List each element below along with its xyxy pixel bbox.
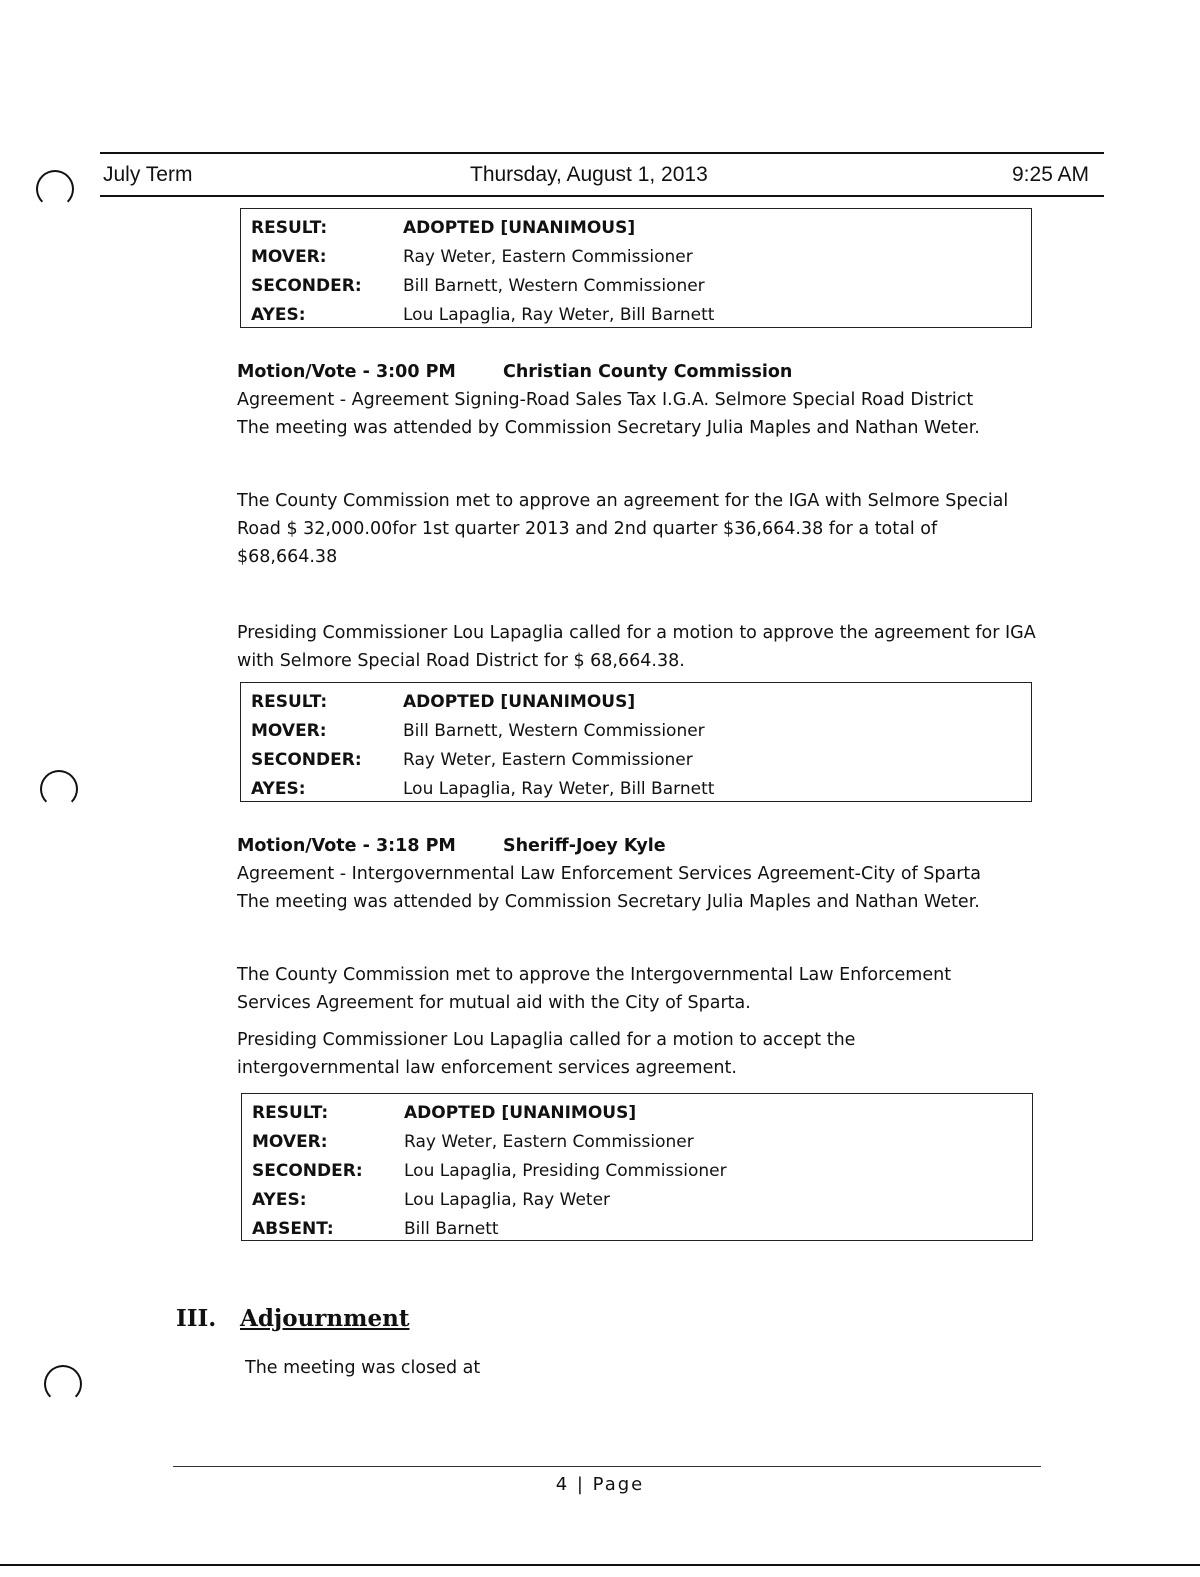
vote-label: AYES: [251, 304, 306, 325]
vote-value: ADOPTED [UNANIMOUS] [404, 1102, 637, 1123]
vote-label: RESULT: [251, 691, 328, 712]
binder-hole-top [36, 170, 74, 208]
adjournment-text: The meeting was closed at [245, 1358, 481, 1378]
vote-value: Bill Barnett, Western Commissioner [403, 275, 705, 296]
vote-value: Bill Barnett, Western Commissioner [403, 720, 705, 741]
motion-2-attended: The meeting was attended by Commission Secretary Julia Maples and Nathan Weter. [237, 892, 980, 912]
vote-value: ADOPTED [UNANIMOUS] [403, 217, 636, 238]
binder-hole-bottom [44, 1365, 82, 1403]
binder-hole-middle [40, 770, 78, 808]
vote-label: SECONDER: [252, 1160, 363, 1181]
motion-2-title: Sheriff-Joey Kyle [503, 836, 666, 856]
vote-row [252, 1185, 1022, 1214]
vote-value: Ray Weter, Eastern Commissioner [404, 1131, 694, 1152]
vote-value: Lou Lapaglia, Presiding Commissioner [404, 1160, 727, 1181]
vote-row [251, 300, 1021, 329]
vote-label: SECONDER: [251, 275, 362, 296]
motion-2-agreement: Agreement - Intergovernmental Law Enforcement Services Agreement-City of Sparta [237, 864, 981, 884]
vote-row [251, 687, 1021, 716]
motion-1-agreement: Agreement - Agreement Signing-Road Sales Tax I.G.A. Selmore Special Road District [237, 390, 974, 410]
vote-label: MOVER: [251, 720, 327, 741]
vote-label: SECONDER: [251, 749, 362, 770]
footer-rule [173, 1466, 1041, 1467]
vote-label: MOVER: [251, 246, 327, 267]
section-number: III. [176, 1305, 217, 1332]
vote-value: Ray Weter, Eastern Commissioner [403, 749, 693, 770]
motion-1-paragraph-1: The County Commission met to approve an agreement for the IGA with Selmore Special Road $ 32,000.00for 1st quarter 2013 and 2nd quarter $36,664.38 for a total of $68,664.38 [237, 491, 1009, 567]
motion-1-attended: The meeting was attended by Commission Secretary Julia Maples and Nathan Weter. [237, 418, 980, 438]
vote-value: Lou Lapaglia, Ray Weter, Bill Barnett [403, 778, 715, 799]
vote-value: Ray Weter, Eastern Commissioner [403, 246, 693, 267]
page-number: 4 | Page [555, 1474, 645, 1495]
vote-row [251, 774, 1021, 803]
vote-row [251, 271, 1021, 300]
vote-row [252, 1127, 1022, 1156]
vote-label: MOVER: [252, 1131, 328, 1152]
vote-row [251, 213, 1021, 242]
motion-2-paragraph-2: Presiding Commissioner Lou Lapaglia called for a motion to accept the intergovernmental law enforcement services agreement. [237, 1030, 856, 1078]
motion-1-block [237, 358, 1037, 442]
vote-result-box-2 [240, 682, 1032, 802]
motion-1-title: Christian County Commission [503, 362, 793, 382]
header-top-rule [100, 152, 1104, 154]
vote-label: RESULT: [251, 217, 328, 238]
vote-result-box-3 [241, 1093, 1033, 1241]
vote-row [252, 1156, 1022, 1185]
vote-result-box-1 [240, 208, 1032, 328]
motion-2-heading [237, 832, 1037, 860]
vote-row [251, 242, 1021, 271]
header-bottom-rule [100, 195, 1104, 197]
motion-1-heading [237, 358, 1037, 386]
motion-1-paragraph-2: Presiding Commissioner Lou Lapaglia called for a motion to approve the agreement for IGA with Selmore Special Road District for $ 68,664.38. [237, 623, 1036, 671]
vote-row [251, 745, 1021, 774]
vote-label: RESULT: [252, 1102, 329, 1123]
motion-1-time: Motion/Vote - 3:00 PM [237, 362, 456, 382]
vote-value: ADOPTED [UNANIMOUS] [403, 691, 636, 712]
vote-value: Lou Lapaglia, Ray Weter [404, 1189, 611, 1210]
vote-value: Lou Lapaglia, Ray Weter, Bill Barnett [403, 304, 715, 325]
vote-row [252, 1098, 1022, 1127]
page-bottom-edge [0, 1564, 1200, 1566]
motion-2-block [237, 832, 1037, 916]
motion-2-time: Motion/Vote - 3:18 PM [237, 836, 456, 856]
vote-value: Bill Barnett [404, 1218, 499, 1239]
vote-label: AYES: [252, 1189, 307, 1210]
vote-row [252, 1214, 1022, 1243]
section-title: Adjournment [240, 1305, 410, 1332]
header-time: 9:25 AM [1012, 163, 1090, 186]
header-date: Thursday, August 1, 2013 [470, 163, 708, 186]
vote-row [251, 716, 1021, 745]
header-term: July Term [103, 163, 193, 186]
motion-2-paragraph-1: The County Commission met to approve the Intergovernmental Law Enforcement Services Agreement for mutual aid with the City of Sparta. [237, 965, 952, 1013]
vote-label: ABSENT: [252, 1218, 334, 1239]
vote-label: AYES: [251, 778, 306, 799]
